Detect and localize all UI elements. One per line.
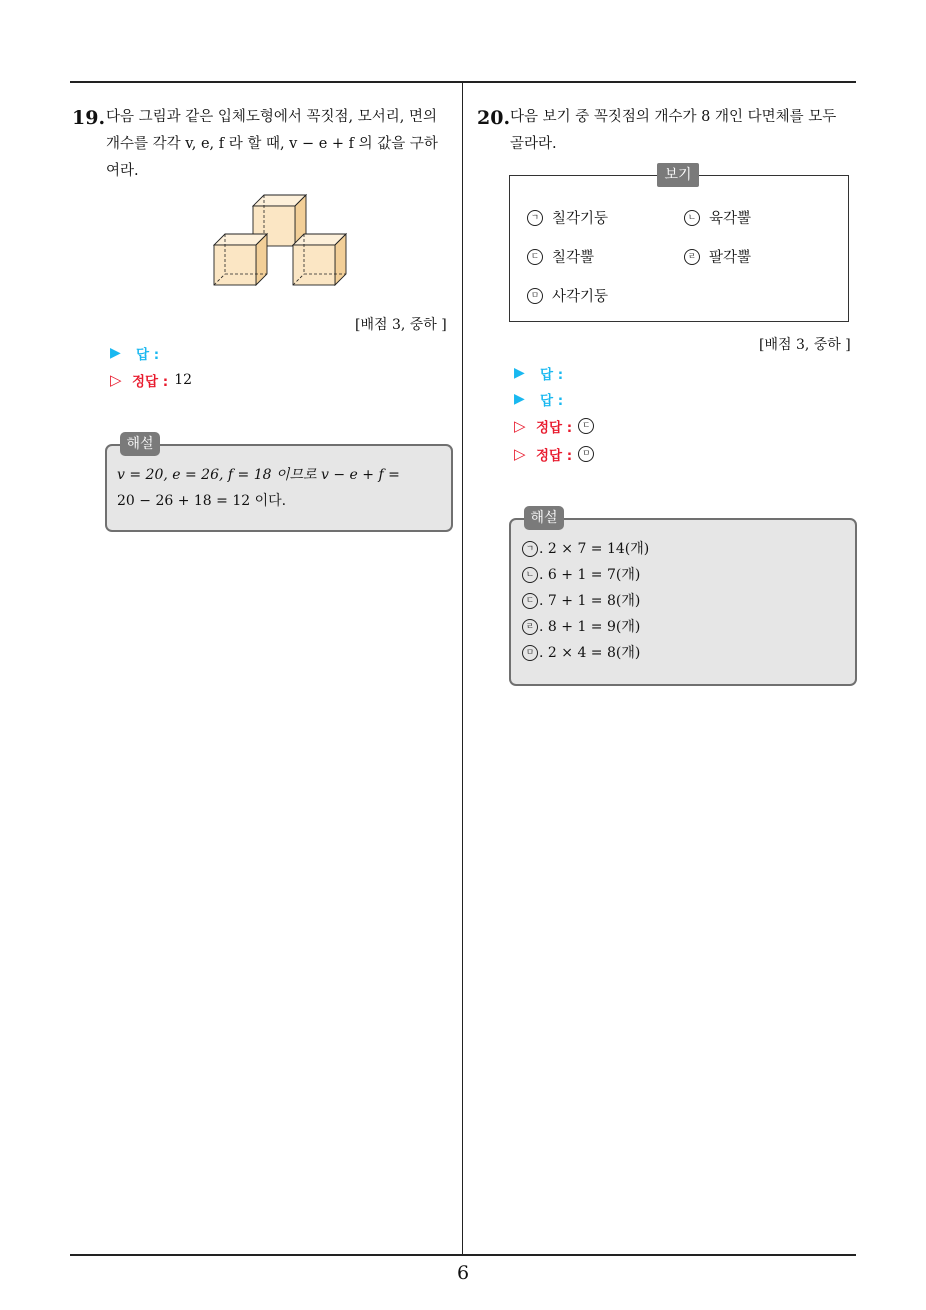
question-20-answer-row-1 xyxy=(514,363,563,383)
question-19-answer-row xyxy=(110,343,159,363)
question-19-solution-tag: 해설 xyxy=(120,432,160,456)
question-19-text xyxy=(106,104,458,185)
choice-1 xyxy=(527,207,608,228)
circled-mark: ㄴ xyxy=(522,567,538,583)
question-20-text xyxy=(510,104,860,158)
stacked-cubes-figure xyxy=(205,190,355,290)
filled-triangle-icon: ▶ xyxy=(514,365,525,381)
solution-line-1: v = 20, e = 26, f = 18 이므로 v − e + f = xyxy=(117,467,400,483)
filled-triangle-icon: ▶ xyxy=(514,391,525,407)
outline-triangle-icon: ▷ xyxy=(110,371,122,389)
solution-expression: . 7 + 1 = 8(개) xyxy=(539,593,641,609)
choice-text: 육각뿔 xyxy=(709,211,752,227)
solution-expression: . 2 × 7 = 14(개) xyxy=(539,541,650,557)
correct-label: 정답 : xyxy=(536,448,573,464)
choice-4 xyxy=(684,246,751,267)
question-20-solution-text xyxy=(522,536,842,666)
answer-label: 답 : xyxy=(540,367,564,383)
question-19-number: 19. xyxy=(72,107,106,129)
question-20-answer-row-2 xyxy=(514,389,563,409)
correct-value: 12 xyxy=(174,372,193,388)
answer-label: 답 : xyxy=(136,347,160,363)
circled-mark: ㄹ xyxy=(684,249,700,265)
page-number: 6 xyxy=(456,1262,470,1284)
choice-text: 팔각뿔 xyxy=(709,250,752,266)
correct-label: 정답 : xyxy=(132,374,169,390)
circled-mark: ㄷ xyxy=(578,418,594,434)
question-19-line-3: 여라. xyxy=(106,163,139,179)
column-divider xyxy=(462,82,463,1255)
circled-mark: ㄹ xyxy=(522,619,538,635)
question-19-points: [배점 3, 중하 ] xyxy=(355,317,447,333)
outline-triangle-icon: ▷ xyxy=(514,445,526,463)
choice-text: 칠각뿔 xyxy=(552,250,595,266)
question-20-solution-tag: 해설 xyxy=(524,506,564,530)
question-20-points: [배점 3, 중하 ] xyxy=(759,337,851,353)
question-20-line-1: 다음 보기 중 꼭짓점의 개수가 8 개인 다면체를 모두 xyxy=(510,109,837,125)
choice-3 xyxy=(527,246,594,267)
circled-mark: ㄴ xyxy=(684,210,700,226)
solution-expression: . 8 + 1 = 9(개) xyxy=(539,619,641,635)
solution-line-4 xyxy=(522,614,842,640)
correct-label: 정답 : xyxy=(536,420,573,436)
solution-expression: . 2 × 4 = 8(개) xyxy=(539,645,641,661)
solution-expression: . 6 + 1 = 7(개) xyxy=(539,567,641,583)
question-19-line-2: 개수를 각각 v, e, f 라 할 때, v − e + f 의 값을 구하 xyxy=(106,136,438,152)
solution-line-3 xyxy=(522,588,842,614)
answer-label: 답 : xyxy=(540,393,564,409)
choice-text: 칠각기둥 xyxy=(552,211,609,227)
circled-mark: ㄷ xyxy=(522,593,538,609)
solution-line-5 xyxy=(522,640,842,666)
bottom-rule xyxy=(70,1254,856,1256)
filled-triangle-icon: ▶ xyxy=(110,345,121,361)
outline-triangle-icon: ▷ xyxy=(514,417,526,435)
circled-mark: ㄷ xyxy=(527,249,543,265)
question-20-correct-row-1 xyxy=(514,416,603,436)
question-20-line-2: 골라라. xyxy=(510,136,557,152)
choice-text: 사각기둥 xyxy=(552,289,609,305)
circled-mark: ㄱ xyxy=(522,541,538,557)
circled-mark: ㄱ xyxy=(527,210,543,226)
question-20-correct-row-2 xyxy=(514,444,603,464)
solution-line-2 xyxy=(522,562,842,588)
choice-5 xyxy=(527,285,608,306)
solution-line-2: 20 − 26 + 18 = 12 이다. xyxy=(117,493,287,509)
question-20-number: 20. xyxy=(477,107,511,129)
solution-line-1 xyxy=(522,536,842,562)
choice-2 xyxy=(684,207,751,228)
circled-mark: ㅁ xyxy=(522,645,538,661)
choices-tag: 보기 xyxy=(657,163,699,187)
question-19-correct-row xyxy=(110,370,192,390)
question-19-solution-text xyxy=(117,462,443,514)
question-19-line-1: 다음 그림과 같은 입체도형에서 꼭짓점, 모서리, 면의 xyxy=(106,109,438,125)
circled-mark: ㅁ xyxy=(527,288,543,304)
circled-mark: ㅁ xyxy=(578,446,594,462)
